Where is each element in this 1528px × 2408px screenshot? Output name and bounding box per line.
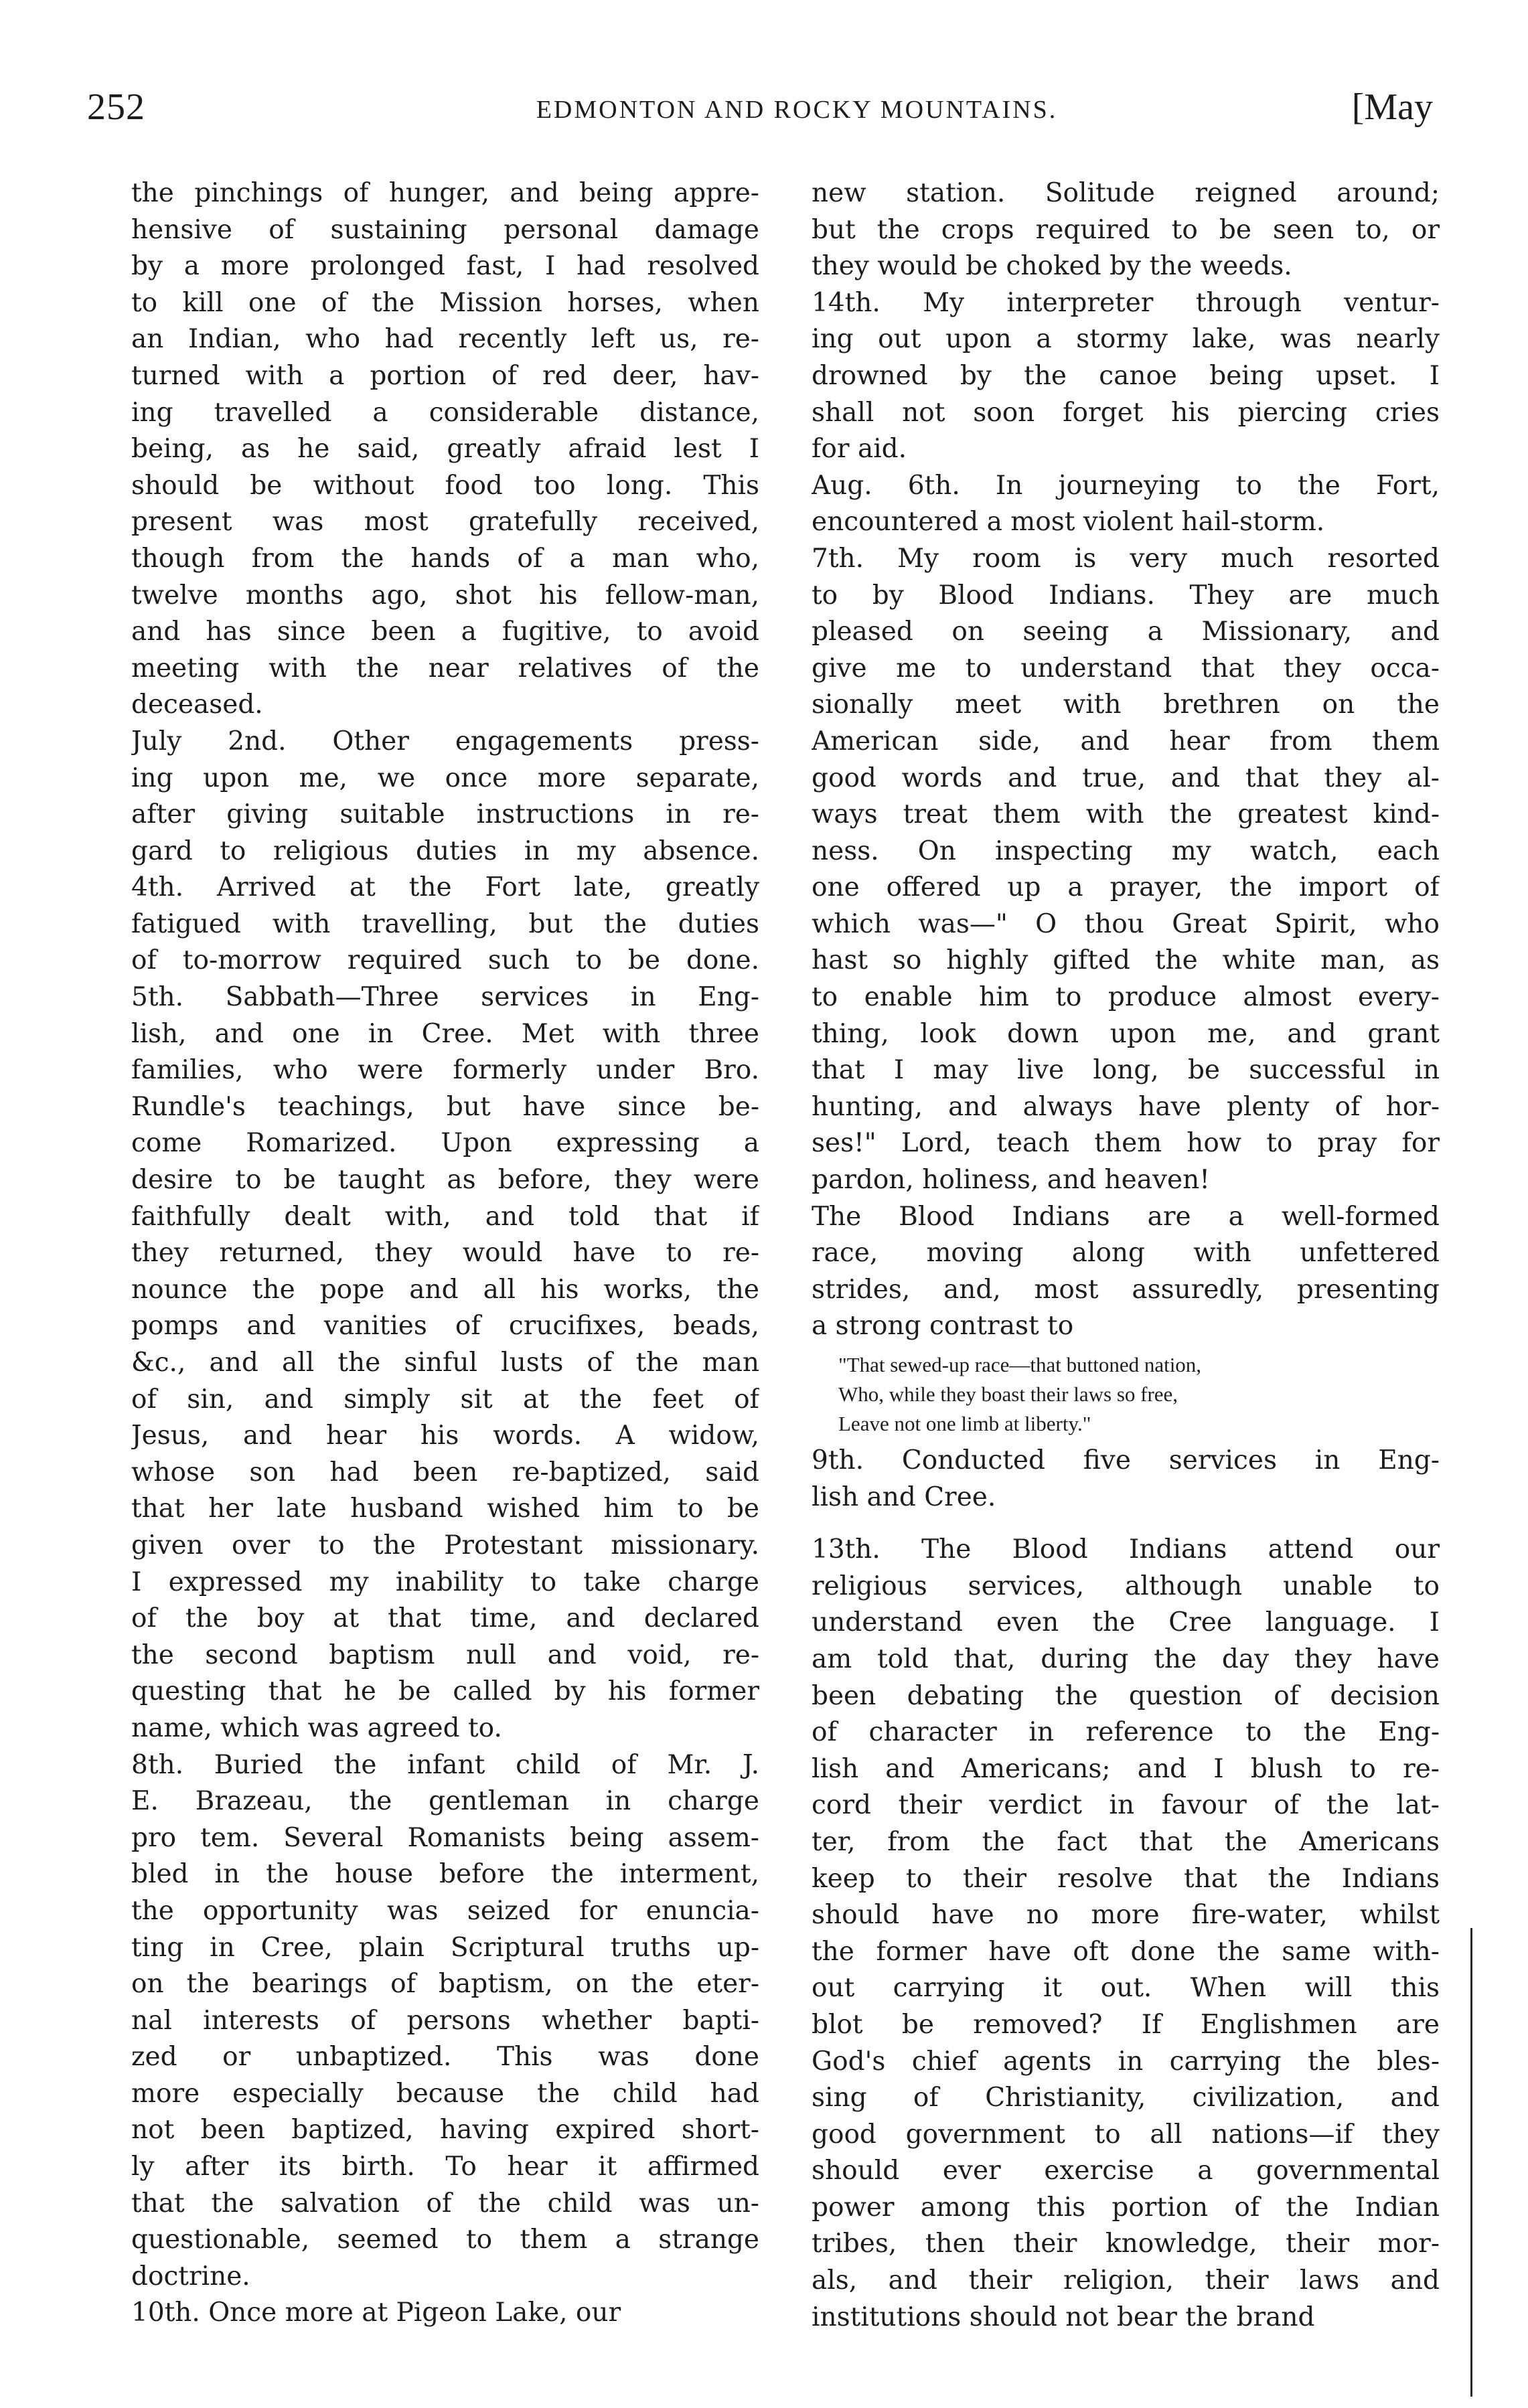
text-line: 13th. The Blood Indians attend our xyxy=(812,1534,1440,1565)
text-line: the second baptism null and void, re- xyxy=(131,1639,759,1670)
text-line: 4th. Arrived at the Fort late, greatly xyxy=(131,872,759,903)
right-column-text-1 xyxy=(812,175,1440,1345)
text-line: sionally meet with brethren on the xyxy=(812,690,1440,720)
text-line: July 2nd. Other engagements press- xyxy=(131,726,759,756)
text-line: zed or unbaptized. This was done xyxy=(131,2042,759,2073)
text-line: good government to all nations—if they xyxy=(812,2119,1440,2150)
text-line: The Blood Indians are a well-formed xyxy=(812,1201,1440,1232)
text-line: being, as he said, greatly afraid lest I xyxy=(131,434,759,465)
text-line: should ever exercise a governmental xyxy=(812,2156,1440,2186)
text-line: ter, from the fact that the Americans xyxy=(812,1826,1440,1857)
text-line: pro tem. Several Romanists being assem- xyxy=(131,1822,759,1853)
text-line: more especially because the child had xyxy=(131,2078,759,2109)
text-line: American side, and hear from them xyxy=(812,726,1440,756)
text-line: lish, and one in Cree. Met with three xyxy=(131,1018,759,1049)
text-line: shall not soon forget his piercing cries xyxy=(812,397,1440,428)
text-line: ing travelled a considerable distance, xyxy=(131,397,759,428)
text-line: of to-morrow required such to be done. xyxy=(131,945,759,976)
text-line: nal interests of persons whether bapti- xyxy=(131,2005,759,2036)
text-line: hunting, and always have plenty of hor- xyxy=(812,1091,1440,1122)
text-line: but the crops required to be seen to, or xyxy=(812,214,1440,245)
running-title: EDMONTON AND ROCKY MOUNTAINS. xyxy=(536,96,1058,124)
text-line: ting in Cree, plain Scriptural truths up- xyxy=(131,1932,759,1963)
text-line: whose son had been re-baptized, said xyxy=(131,1457,759,1488)
text-line: encountered a most violent hail-storm. xyxy=(812,507,1325,538)
text-line: come Romarized. Upon expressing a xyxy=(131,1128,759,1159)
text-line: Jesus, and hear his words. A widow, xyxy=(131,1421,759,1451)
text-line: after giving suitable instructions in re- xyxy=(131,799,759,830)
text-line: nounce the pope and all his works, the xyxy=(131,1274,759,1305)
text-line: on the bearings of baptism, on the eter- xyxy=(131,1969,759,2000)
text-line: twelve months ago, shot his fellow-man, xyxy=(131,580,759,611)
text-line: they would be choked by the weeds. xyxy=(812,251,1292,282)
text-line: lish and Cree. xyxy=(812,1481,996,1512)
text-line: questing that he be called by his former xyxy=(131,1676,759,1707)
text-line: good words and true, and that they al- xyxy=(812,762,1440,793)
text-line: power among this portion of the Indian xyxy=(812,2192,1440,2223)
text-line: institutions should not bear the brand xyxy=(812,2302,1315,2332)
text-line: Who, while they boast their laws so free, xyxy=(838,1382,1178,1406)
text-line: understand even the Cree language. I xyxy=(812,1607,1440,1638)
page-number: 252 xyxy=(87,86,145,128)
text-line: 9th. Conducted five services in Eng- xyxy=(812,1445,1440,1475)
text-line: "That sewed-up race—that buttoned nation, xyxy=(838,1353,1202,1376)
text-line: thing, look down upon me, and grant xyxy=(812,1018,1440,1049)
text-line: one offered up a prayer, the import of xyxy=(812,872,1440,903)
text-line: desire to be taught as before, they were xyxy=(131,1165,759,1196)
text-line: E. Brazeau, the gentleman in charge xyxy=(131,1786,759,1817)
text-line: keep to their resolve that the Indians xyxy=(812,1863,1440,1894)
text-line: cord their verdict in favour of the lat- xyxy=(812,1790,1440,1821)
text-line: by a more prolonged fast, I had resolved xyxy=(131,251,759,282)
text-line: of the boy at that time, and declared xyxy=(131,1603,759,1634)
text-line: &c., and all the sinful lusts of the man xyxy=(131,1348,759,1378)
text-line: fatigued with travelling, but the duties xyxy=(131,908,759,939)
left-column xyxy=(131,175,759,2332)
text-line: 8th. Buried the infant child of Mr. J. xyxy=(131,1749,759,1780)
text-line: to by Blood Indians. They are much xyxy=(812,580,1440,611)
text-line: religious services, although unable to xyxy=(812,1571,1440,1601)
text-line: the opportunity was seized for enuncia- xyxy=(131,1895,759,1926)
text-line: which was—" O thou Great Spirit, who xyxy=(812,908,1440,939)
text-line: a strong contrast to xyxy=(812,1311,1074,1342)
text-line: Aug. 6th. In journeying to the Fort, xyxy=(812,470,1440,501)
text-line: questionable, seemed to them a strange xyxy=(131,2225,759,2255)
text-line: families, who were formerly under Bro. xyxy=(131,1055,759,1086)
text-line: though from the hands of a man who, xyxy=(131,543,759,574)
text-line: out carrying it out. When will this xyxy=(812,1973,1440,2004)
text-line: that I may live long, be successful in xyxy=(812,1055,1440,1086)
text-line: Leave not one limb at liberty." xyxy=(838,1412,1091,1435)
text-line: bled in the house before the interment, xyxy=(131,1859,759,1890)
text-line: drowned by the canoe being upset. I xyxy=(812,360,1440,391)
text-line: new station. Solitude reigned around; xyxy=(812,178,1440,208)
text-line: 5th. Sabbath—Three services in Eng- xyxy=(131,982,759,1013)
text-line: an Indian, who had recently left us, re- xyxy=(131,324,759,355)
text-line: doctrine. xyxy=(131,2261,250,2292)
right-column xyxy=(812,175,1440,2336)
margin-rule xyxy=(1470,1928,1472,2397)
text-line: gard to religious duties in my absence. xyxy=(131,835,759,866)
text-line: ness. On inspecting my watch, each xyxy=(812,835,1440,866)
text-line: to kill one of the Mission horses, when xyxy=(131,287,759,318)
text-line: sing of Christianity, civilization, and xyxy=(812,2083,1440,2113)
text-line: to enable him to produce almost every- xyxy=(812,982,1440,1013)
text-line: pomps and vanities of crucifixes, beads, xyxy=(131,1311,759,1342)
running-head xyxy=(87,86,1433,146)
text-line: God's chief agents in carrying the bles- xyxy=(812,2046,1440,2077)
text-line: blot be removed? If Englishmen are xyxy=(812,2009,1440,2040)
text-line: ways treat them with the greatest kind- xyxy=(812,799,1440,830)
text-line: given over to the Protestant missionary. xyxy=(131,1530,759,1560)
text-line: strides, and, most assuredly, presenting xyxy=(812,1274,1440,1305)
right-column-text-3 xyxy=(812,1532,1440,2336)
text-line: tribes, then their knowledge, their mor- xyxy=(812,2229,1440,2259)
text-line: that the salvation of the child was un- xyxy=(131,2188,759,2219)
text-line: Rundle's teachings, but have since be- xyxy=(131,1091,759,1122)
text-line: am told that, during the day they have xyxy=(812,1643,1440,1674)
text-line: hast so highly gifted the white man, as xyxy=(812,945,1440,976)
text-line: that her late husband wished him to be xyxy=(131,1494,759,1524)
text-line: should be without food too long. This xyxy=(131,470,759,501)
text-line: give me to understand that they occa- xyxy=(812,653,1440,684)
text-line: pleased on seeing a Missionary, and xyxy=(812,617,1440,647)
text-line: for aid. xyxy=(812,434,907,465)
text-line: I expressed my inability to take charge xyxy=(131,1567,759,1597)
running-month: [May xyxy=(1351,86,1433,128)
text-line: meeting with the near relatives of the xyxy=(131,653,759,684)
text-line: ing out upon a stormy lake, was nearly xyxy=(812,324,1440,355)
text-line: not been baptized, having expired short- xyxy=(131,2115,759,2146)
text-line: 7th. My room is very much resorted xyxy=(812,543,1440,574)
text-line: deceased. xyxy=(131,690,263,720)
text-line: ing upon me, we once more separate, xyxy=(131,762,759,793)
text-line: 14th. My interpreter through ventur- xyxy=(812,287,1440,318)
text-line: and has since been a fugitive, to avoid xyxy=(131,617,759,647)
text-line: they returned, they would have to re- xyxy=(131,1238,759,1269)
text-line: 10th. Once more at Pigeon Lake, our xyxy=(131,2298,621,2328)
text-line: the former have oft done the same with- xyxy=(812,1936,1440,1967)
text-line: ly after its birth. To hear it affirmed xyxy=(131,2152,759,2182)
text-line: lish and Americans; and I blush to re- xyxy=(812,1753,1440,1784)
text-line: faithfully dealt with, and told that if xyxy=(131,1201,759,1232)
text-line: turned with a portion of red deer, hav- xyxy=(131,360,759,391)
text-line: present was most gratefully received, xyxy=(131,507,759,538)
text-line: als, and their religion, their laws and xyxy=(812,2265,1440,2296)
text-line: pardon, holiness, and heaven! xyxy=(812,1165,1210,1196)
text-line: hensive of sustaining personal damage xyxy=(131,214,759,245)
right-column-text-2 xyxy=(812,1443,1440,1516)
text-line: should have no more fire-water, whilst xyxy=(812,1900,1440,1931)
text-line: race, moving along with unfettered xyxy=(812,1238,1440,1269)
text-line: been debating the question of decision xyxy=(812,1680,1440,1711)
text-line: of sin, and simply sit at the feet of xyxy=(131,1384,759,1415)
text-line: of character in reference to the Eng- xyxy=(812,1717,1440,1748)
verse-quote xyxy=(838,1350,1440,1439)
text-line: the pinchings of hunger, and being appre- xyxy=(131,178,759,208)
text-line: name, which was agreed to. xyxy=(131,1712,502,1743)
text-line: ses!" Lord, teach them how to pray for xyxy=(812,1128,1440,1159)
